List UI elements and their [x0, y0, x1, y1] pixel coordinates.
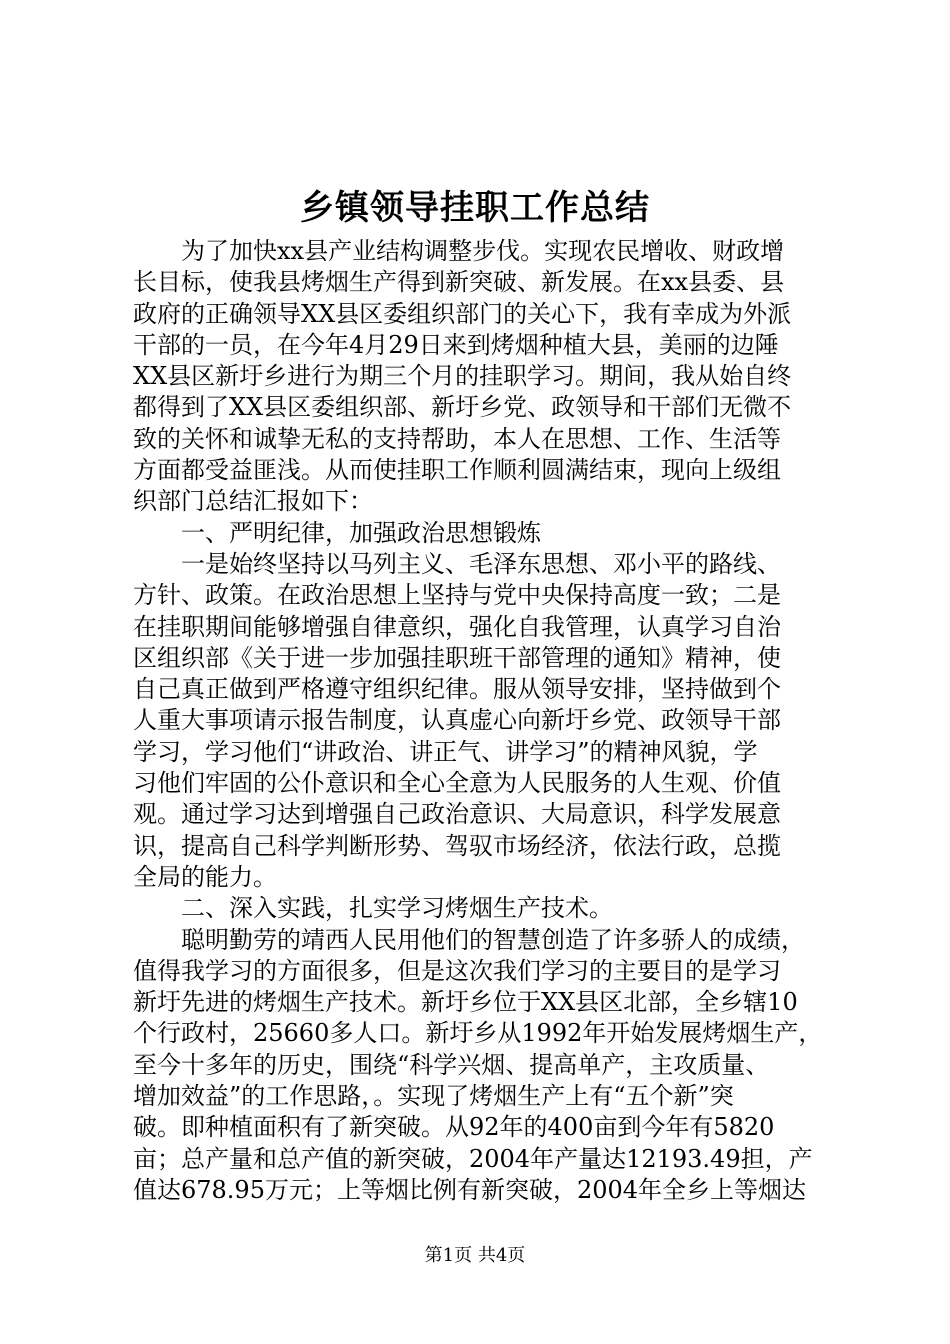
- body-line: 新圩先进的烤烟生产技术。新圩乡位于XX县区北部，全乡辖10: [133, 988, 798, 1017]
- body-line: 为了加快xx县产业结构调整步伐。实现农民增收、财政增: [181, 237, 785, 265]
- body-line: 长目标，使我县烤烟生产得到新突破、新发展。在xx县委、县: [133, 268, 785, 297]
- body-line: 至今十多年的历史，围绕“科学兴烟、提高单产，主攻质量、: [133, 1050, 770, 1079]
- body-line: 值达678.95万元；上等烟比例有新突破，2004年全乡上等烟达: [133, 1175, 807, 1204]
- body-line: 一是始终坚持以马列主义、毛泽东思想、邓小平的路线、: [181, 549, 781, 578]
- body-line: 破。即种植面积有了新突破。从92年的400亩到今年有5820: [133, 1113, 775, 1142]
- body-line: 方面都受益匪浅。从而使挂职工作顺利圆满结束，现向上级组: [133, 456, 781, 485]
- body-line: 区组织部《关于进一步加强挂职班干部管理的通知》精神，使: [133, 643, 781, 672]
- body-line: 一、严明纪律，加强政治思想锻炼: [181, 518, 541, 547]
- body-line: 织部门总结汇报如下：: [133, 487, 373, 516]
- page-footer: 第1页 共4页: [424, 1245, 526, 1266]
- body-line: 习他们牢固的公仆意识和全心全意为人民服务的人生观、价值: [133, 769, 781, 798]
- body-line: 在挂职期间能够增强自律意织，强化自我管理，认真学习自治: [133, 612, 781, 641]
- document-title: 乡镇领导挂职工作总结: [300, 188, 650, 228]
- body-line: XX县区新圩乡进行为期三个月的挂职学习。期间，我从始自终: [133, 362, 792, 391]
- body-line: 聪明勤劳的靖西人民用他们的智慧创造了许多骄人的成绩，: [181, 925, 805, 954]
- body-line: 值得我学习的方面很多，但是这次我们学习的主要目的是学习: [133, 956, 781, 985]
- body-line: 自己真正做到严格遵守组织纪律。服从领导安排，坚持做到个: [133, 675, 781, 704]
- body-line: 方针、政策。在政治思想上坚持与党中央保持高度一致；二是: [133, 581, 781, 610]
- body-line: 政府的正确领导XX县区委组织部门的关心下，我有幸成为外派: [133, 299, 792, 328]
- body-line: 个行政村，25660多人口。新圩乡从1992年开始发展烤烟生产，: [133, 1019, 823, 1048]
- body-line: 致的关怀和诚挚无私的支持帮助，本人在思想、工作、生活等: [133, 424, 781, 453]
- body-line: 观。通过学习达到增强自己政治意识、大局意识，科学发展意: [133, 800, 781, 829]
- body-line: 增加效益”的工作思路，。实现了烤烟生产上有“五个新”突: [133, 1082, 734, 1111]
- body-line: 二、深入实践，扎实学习烤烟生产技术。: [181, 894, 613, 923]
- body-line: 亩；总产量和总产值的新突破，2004年产量达12193.49担，产: [133, 1144, 813, 1173]
- body-line: 全局的能力。: [133, 862, 277, 891]
- document-body: [133, 236, 833, 1206]
- body-line: 干部的一员，在今年4月29日来到烤烟种植大县，美丽的边陲: [133, 330, 779, 359]
- body-line: 识，提高自己科学判断形势、驾驭市场经济，依法行政，总揽: [133, 831, 781, 860]
- body-line: 人重大事项请示报告制度，认真虚心向新圩乡党、政领导干部: [133, 706, 781, 735]
- body-line: 都得到了XX县区委组织部、新圩乡党、政领导和干部们无微不: [133, 393, 792, 422]
- body-line: 学习，学习他们“讲政治、讲正气、讲学习”的精神风貌，学: [133, 737, 758, 766]
